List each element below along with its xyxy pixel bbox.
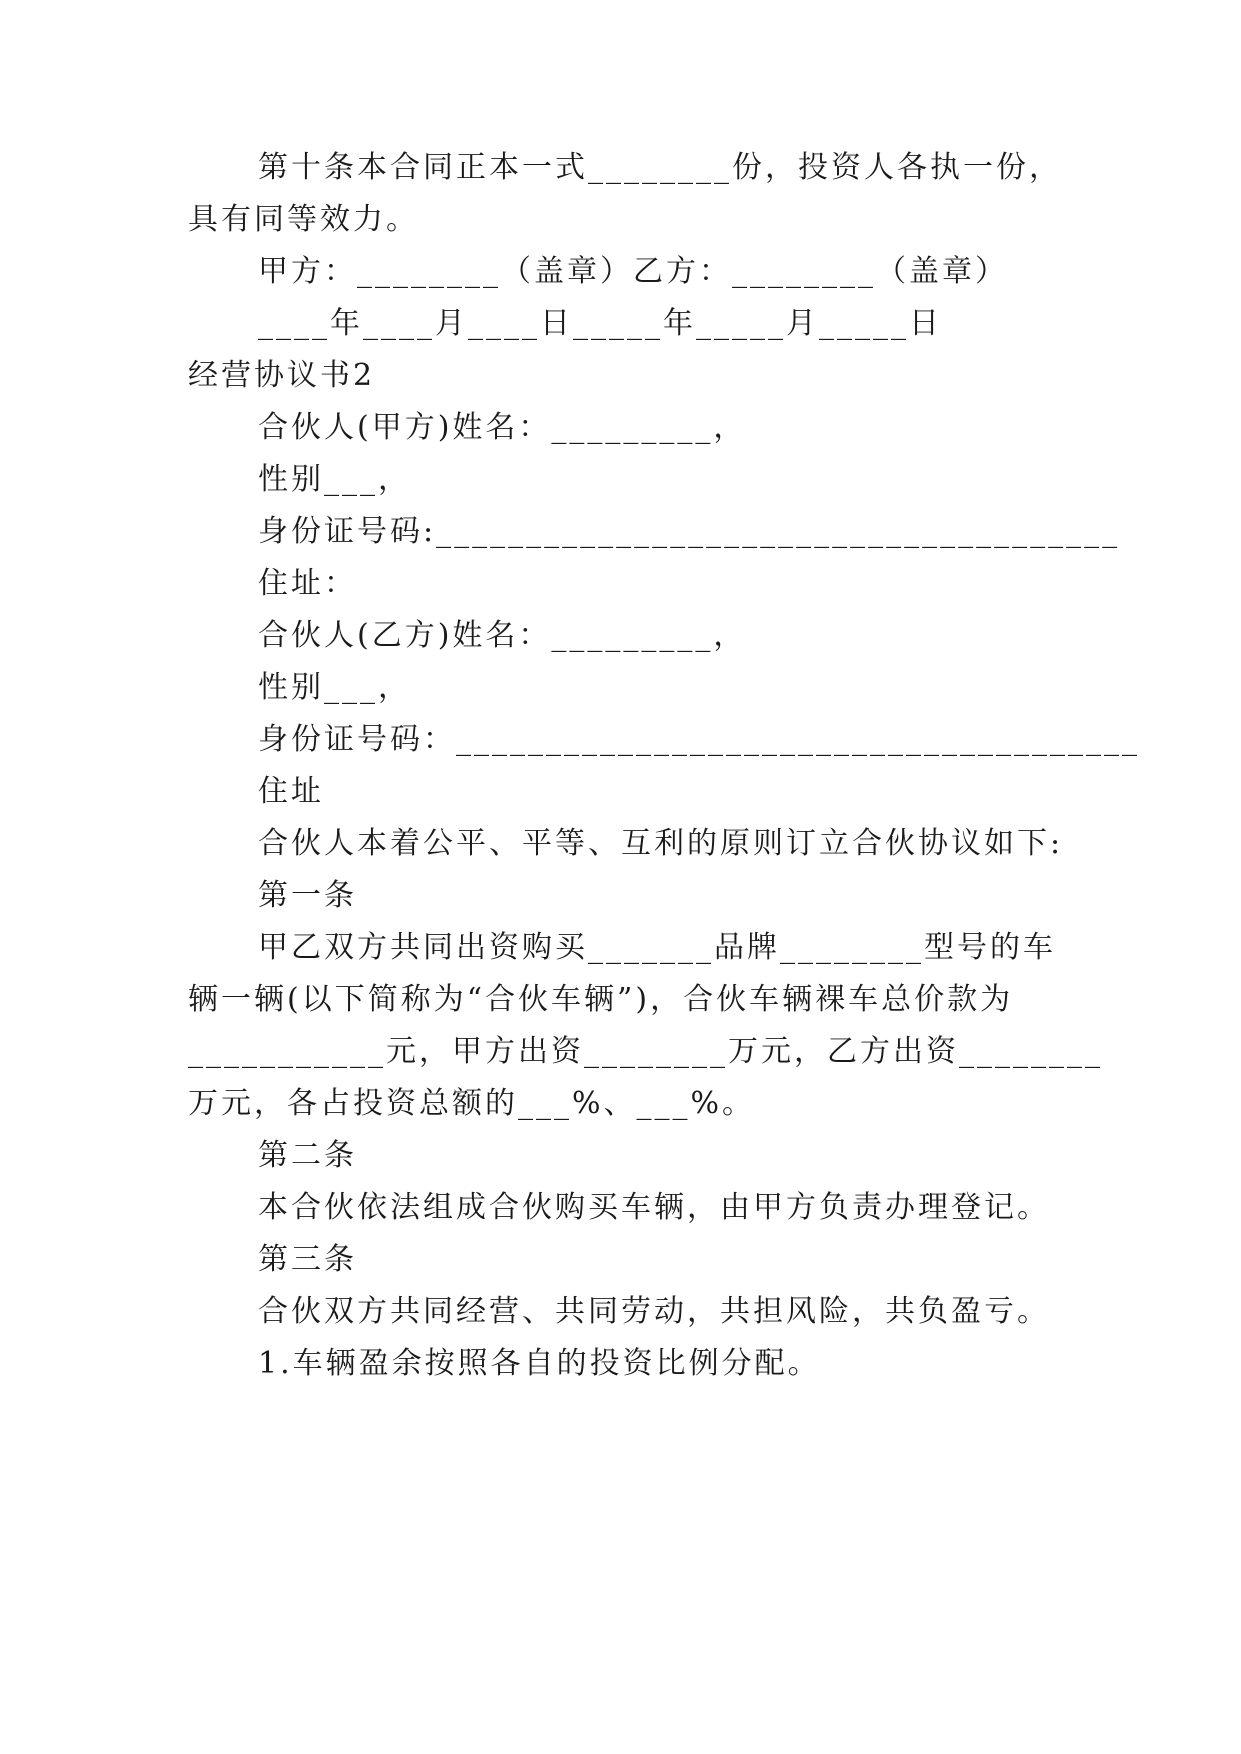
article-1-line-2: 辆一辆(以下简称为“合伙车辆”)，合伙车辆裸车总价款为 bbox=[188, 982, 1014, 1017]
article-2-heading: 第二条 bbox=[258, 1138, 357, 1173]
article-2-body: 本合伙依法组成合伙购买车辆，由甲方负责办理登记。 bbox=[258, 1190, 1050, 1225]
article-1-line-1: 甲乙双方共同出资购买_______品牌________型号的车 bbox=[258, 930, 1056, 965]
partner-b-name-field: 合伙人(乙方)姓名：_________， bbox=[258, 618, 747, 653]
section-title: 经营协议书2 bbox=[188, 358, 376, 393]
partner-b-id-field: 身份证号码：______________________________________ bbox=[258, 722, 1140, 757]
partner-a-id-field: 身份证号码:______________________________________ bbox=[258, 514, 1121, 549]
partner-a-address-field: 住址： bbox=[258, 566, 357, 601]
agreement-preamble: 合伙人本着公平、平等、互利的原则订立合伙协议如下: bbox=[258, 826, 1064, 861]
article-1-line-3: ___________元，甲方出资________万元，乙方出资________ bbox=[188, 1034, 1103, 1069]
article-3-heading: 第三条 bbox=[258, 1242, 357, 1277]
partner-a-gender-field: 性别___， bbox=[258, 462, 411, 497]
clause-10-line-1: 第十条本合同正本一式________份，投资人各执一份， bbox=[258, 150, 1062, 185]
clause-10-line-2: 具有同等效力。 bbox=[188, 202, 419, 237]
date-line: ____年____月____日_____年_____月_____日 bbox=[258, 306, 942, 341]
article-3-item-1: 1.车辆盈余按照各自的投资比例分配。 bbox=[258, 1346, 821, 1381]
article-1-line-4: 万元，各占投资总额的___%、___%。 bbox=[188, 1086, 756, 1121]
partner-b-address-field: 住址 bbox=[258, 774, 324, 809]
article-1-heading: 第一条 bbox=[258, 878, 357, 913]
partner-b-gender-field: 性别___， bbox=[258, 670, 411, 705]
partner-a-name-field: 合伙人(甲方)姓名：_________， bbox=[258, 410, 747, 445]
article-3-body: 合伙双方共同经营、共同劳动，共担风险，共负盈亏。 bbox=[258, 1294, 1050, 1329]
signature-line: 甲方：________（盖章）乙方：________（盖章） bbox=[258, 254, 1008, 289]
